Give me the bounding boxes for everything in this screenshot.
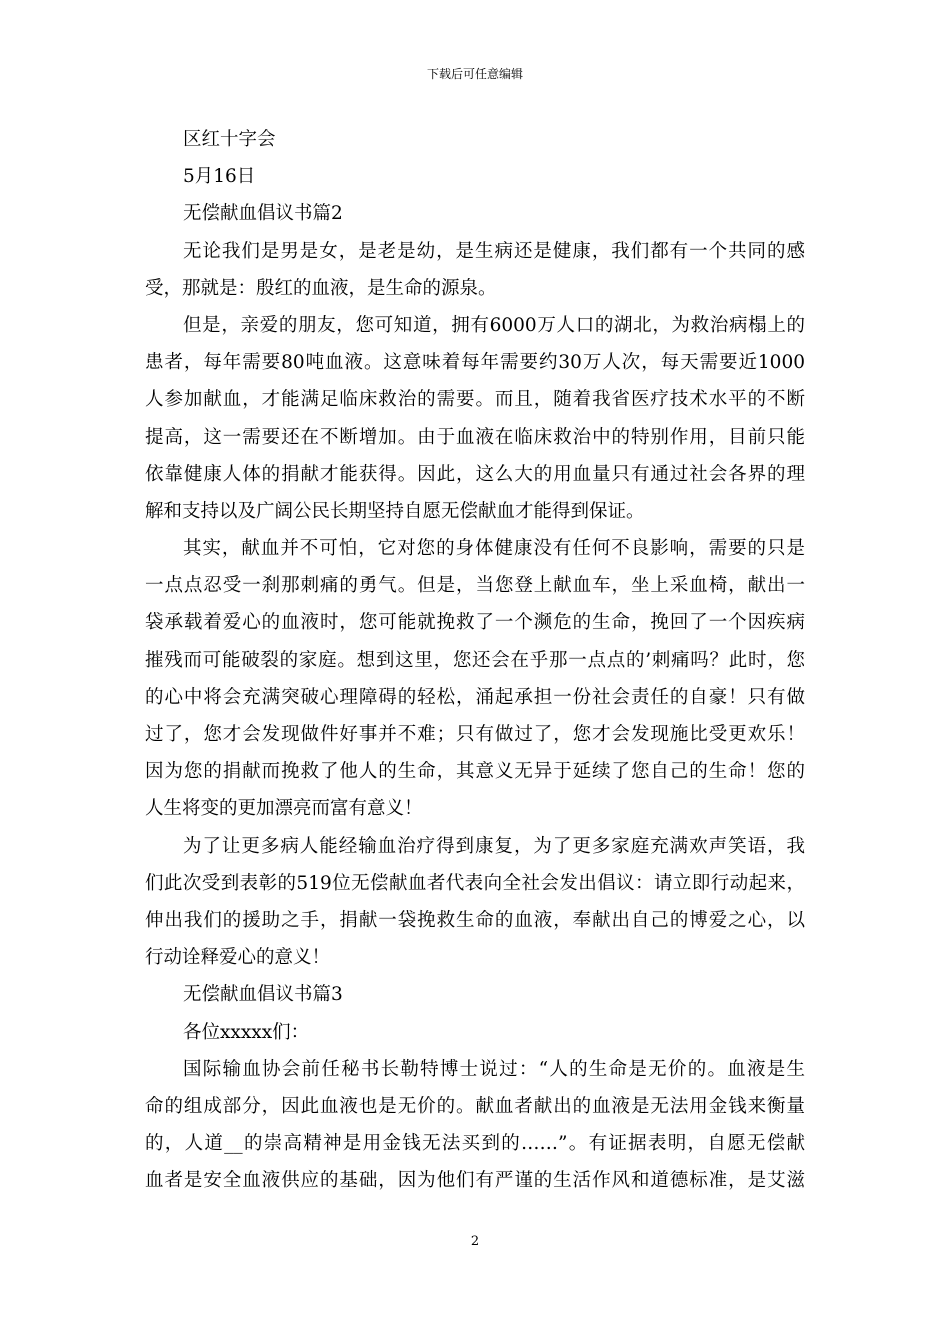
- text-line: 的，人道__的崇高精神是用金钱无法买到的……”。有证据表明，自愿无偿献: [145, 1133, 805, 1155]
- text-line: 们此次受到表彰的519位无偿献血者代表向全社会发出倡议：请立即行动起来，: [145, 872, 805, 894]
- text-line: 5月16日: [183, 166, 256, 188]
- text-line: 无偿献血倡议书篇3: [183, 984, 343, 1006]
- page-number: 2: [470, 1234, 480, 1249]
- text-line: 袋承载着爱心的血液时，您可能就挽救了一个濒危的生命，挽回了一个因疾病: [145, 612, 805, 634]
- text-line: 国际输血协会前任秘书长勒特博士说过：“人的生命是无价的。血液是生: [183, 1058, 805, 1080]
- text-line: 伸出我们的援助之手，捐献一袋挽救生命的血液，奉献出自己的博爱之心，以: [145, 909, 805, 931]
- document-body: [145, 121, 805, 1199]
- text-line: 行动诠释爱心的意义！: [145, 947, 331, 969]
- text-line: 提高，这一需要还在不断增加。由于血液在临床救治中的特别作用，目前只能: [145, 426, 805, 448]
- text-line: 无偿献血倡议书篇2: [183, 203, 343, 225]
- text-line: 患者，每年需要80吨血液。这意味着每年需要约30万人次，每天需要近1000: [145, 352, 805, 374]
- text-line: 各位xxxxx们：: [183, 1021, 310, 1043]
- text-line: 的心中将会充满突破心理障碍的轻松，涌起承担一份社会责任的自豪！只有做: [145, 686, 805, 708]
- text-line: 无论我们是男是女，是老是幼，是生病还是健康，我们都有一个共同的感: [183, 240, 805, 262]
- text-line: 因为您的捐献而挽救了他人的生命，其意义无异于延续了您自己的生命！您的: [145, 761, 805, 783]
- text-line: 命的组成部分，因此血液也是无价的。献血者献出的血液是无法用金钱来衡量: [145, 1095, 805, 1117]
- text-line: 一点点忍受一刹那刺痛的勇气。但是，当您登上献血车，坐上采血椅，献出一: [145, 575, 805, 597]
- text-line: 人生将变的更加漂亮而富有意义！: [145, 798, 423, 820]
- text-line: 受，那就是：殷红的血液，是生命的源泉。: [145, 277, 497, 299]
- text-line: 过了，您才会发现做件好事并不难；只有做过了，您才会发现施比受更欢乐！: [145, 724, 805, 745]
- text-line: 其实，献血并不可怕，它对您的身体健康没有任何不良影响，需要的只是: [183, 538, 805, 560]
- text-line: 为了让更多病人能经输血治疗得到康复，为了更多家庭充满欢声笑语，我: [183, 835, 805, 857]
- text-line: 依靠健康人体的捐献才能获得。因此，这么大的用血量只有通过社会各界的理: [145, 463, 805, 485]
- text-line: 摧残而可能破裂的家庭。想到这里，您还会在乎那一点点的’刺痛吗？此时，您: [145, 649, 805, 671]
- text-line: 但是，亲爱的朋友，您可知道，拥有6000万人口的湖北，为救治病榻上的: [183, 314, 805, 336]
- text-line: 解和支持以及广阔公民长期坚持自愿无偿献血才能得到保证。: [145, 500, 645, 522]
- text-line: 血者是安全血液供应的基础，因为他们有严谨的生活作风和道德标准，是艾滋: [145, 1170, 805, 1192]
- text-line: 区红十字会: [183, 129, 276, 150]
- text-line: 人参加献血，才能满足临床救治的需要。而且，随着我省医疗技术水平的不断: [145, 389, 805, 411]
- page-header: 下载后可任意编辑: [426, 67, 523, 81]
